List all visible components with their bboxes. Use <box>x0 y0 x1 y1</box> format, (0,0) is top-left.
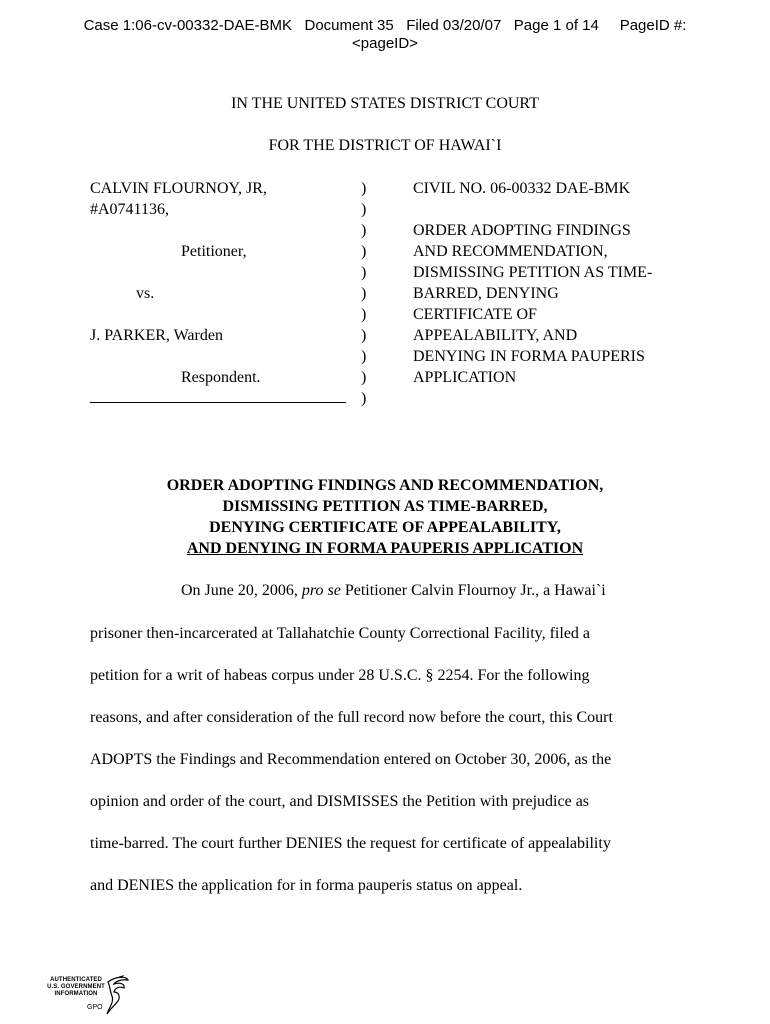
seal-gpo-text: GPO <box>87 1004 103 1011</box>
respondent-name: J. PARKER, Warden <box>90 327 223 344</box>
body-text: On June 20, 2006, <box>181 582 302 599</box>
order-title-line: AND RECOMMENDATION, <box>413 243 608 260</box>
respondent-role: Respondent. <box>181 369 261 386</box>
title-line: DISMISSING PETITION AS TIME-BARRED, <box>222 498 548 515</box>
order-title-line: ORDER ADOPTING FINDINGS <box>413 222 631 239</box>
caption-rule <box>90 402 346 403</box>
body-line: petition for a writ of habeas corpus under 28 U.S.C. § 2254. For the following <box>90 667 590 684</box>
paren: ) <box>361 327 367 344</box>
title-line: ORDER ADOPTING FINDINGS AND RECOMMENDATION, <box>166 477 604 494</box>
order-title-line: CERTIFICATE OF <box>413 306 537 323</box>
paren: ) <box>361 222 367 239</box>
body-line-first <box>90 580 770 601</box>
caption-parties <box>90 178 355 403</box>
title-line: AND DENYING IN FORMA PAUPERIS APPLICATION <box>186 540 584 557</box>
petitioner-id: #A0741136, <box>90 201 169 218</box>
civil-number: CIVIL NO. 06-00332 DAE-BMK <box>413 180 631 197</box>
body-line: time-barred. The court further DENIES the request for certificate of appealability <box>90 835 611 852</box>
petitioner-role: Petitioner, <box>181 243 247 260</box>
gpo-authentication-seal <box>40 974 130 1018</box>
order-title-line: DENYING IN FORMA PAUPERIS <box>413 348 645 365</box>
gpo-eagle-icon <box>106 974 130 1018</box>
document-title <box>0 475 770 559</box>
versus-label: vs. <box>136 285 155 302</box>
body-line: and DENIES the application for in forma pauperis status on appeal. <box>90 877 523 894</box>
paren: ) <box>361 306 367 323</box>
paren: ) <box>361 285 367 302</box>
seal-text: INFORMATION <box>54 991 98 997</box>
caption-parentheses <box>361 178 373 409</box>
paren: ) <box>361 180 367 197</box>
body-line: prisoner then-incarcerated at Tallahatchie County Correctional Facility, filed a <box>90 625 591 642</box>
case-header <box>0 17 770 53</box>
body-line: ADOPTS the Findings and Recommendation entered on October 30, 2006, as the <box>90 751 612 768</box>
court-district: FOR THE DISTRICT OF HAWAI`I <box>268 137 502 154</box>
title-line: DENYING CERTIFICATE OF APPEALABILITY, <box>209 519 561 536</box>
seal-text: U.S. GOVERNMENT <box>47 984 105 990</box>
paren: ) <box>361 369 367 386</box>
page-id-placeholder: <pageID> <box>352 35 418 52</box>
order-title-line: BARRED, DENYING <box>413 285 559 302</box>
paren: ) <box>361 390 367 407</box>
petitioner-name: CALVIN FLOURNOY, JR, <box>90 180 267 197</box>
body-line: opinion and order of the court, and DISMISSES the Petition with prejudice as <box>90 793 590 810</box>
order-title-line: APPLICATION <box>413 369 517 386</box>
order-title-line: DISMISSING PETITION AS TIME- <box>413 264 653 281</box>
case-header-line: Case 1:06-cv-00332-DAE-BMK Document 35 Filed 03/20/07 Page 1 of 14 PageID #: <box>83 17 687 34</box>
court-name: IN THE UNITED STATES DISTRICT COURT <box>231 95 539 112</box>
body-italic: pro se <box>301 582 341 599</box>
seal-text: AUTHENTICATED <box>50 977 102 983</box>
body-line: reasons, and after consideration of the full record now before the court, this Court <box>90 709 613 726</box>
paren: ) <box>361 243 367 260</box>
paren: ) <box>361 348 367 365</box>
body-text: Petitioner Calvin Flournoy Jr., a Hawai`i <box>340 582 606 599</box>
order-title-line: APPEALABILITY, AND <box>413 327 578 344</box>
paren: ) <box>361 264 367 281</box>
paren: ) <box>361 201 367 218</box>
caption-case-info <box>413 178 713 388</box>
